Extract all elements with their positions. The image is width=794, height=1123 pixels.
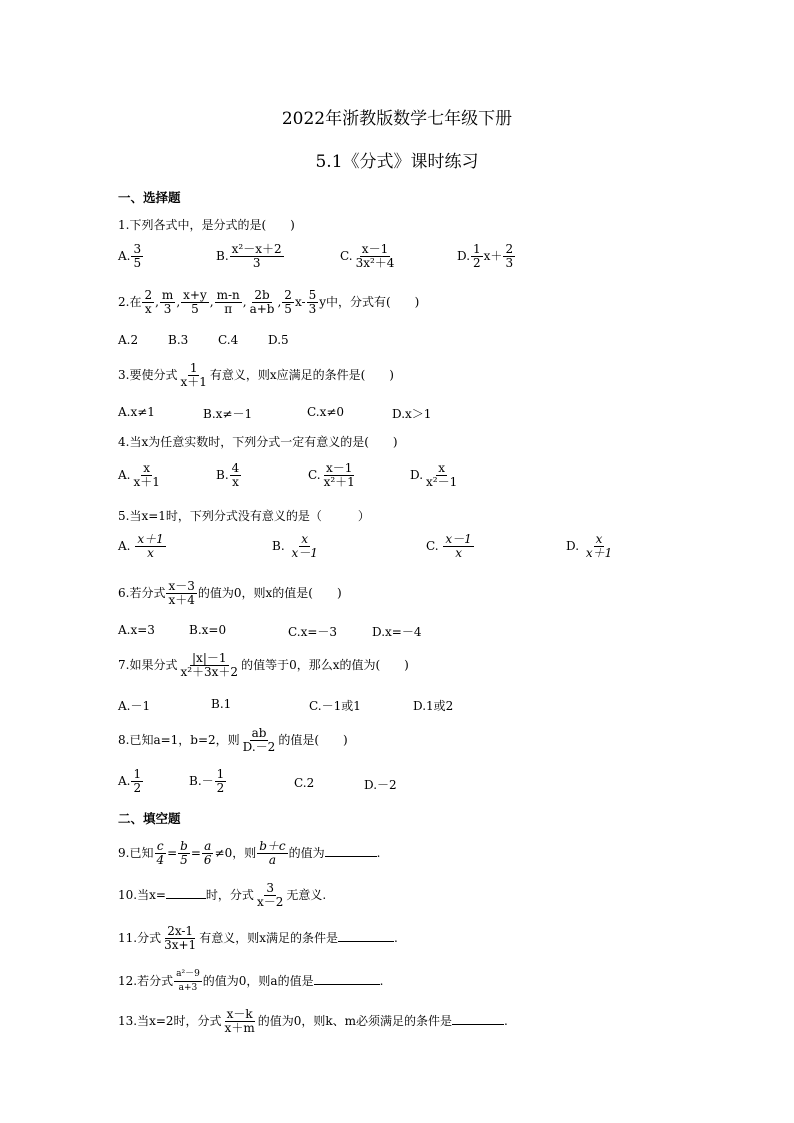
question-7-option-d: D.1或2	[413, 699, 454, 713]
question-7-option-c: C.－1或1	[309, 699, 361, 713]
answer-blank[interactable]	[325, 856, 377, 857]
question-8-option-a: A. $\frac{1}{2}$	[118, 767, 142, 795]
question-4-option-b: B. $\frac{4}{x}$	[216, 461, 240, 489]
question-3-option-c: C.x≠0	[307, 405, 345, 419]
question-7-option-b: B.1	[211, 697, 232, 711]
question-6-option-c: C.x=－3	[288, 625, 338, 639]
question-5-option-b: B. $\frac{x}{x-1}$	[272, 532, 318, 560]
answer-blank[interactable]	[452, 1024, 504, 1025]
question-2-stem: 2.在 $\frac{2}{x}$ , $\frac{m}{3}$ , $\frac{x+y}{5}$ , $\frac{m-n}{\pi}$ , $\frac{2b}{a+b}$ , $\frac{2}{5}$ x- $\frac{5}{3}$ y中，分式有( )	[118, 288, 420, 316]
question-4-stem: 4.当x为任意实数时，下列分式一定有意义的是( )	[118, 435, 398, 449]
question-3-option-b: B.x≠－1	[203, 407, 253, 421]
page-subtitle: 5.1《分式》课时练习	[315, 152, 479, 172]
question-3-option-d: D.x＞1	[392, 407, 432, 421]
question-2-option-a: A.2	[118, 333, 139, 347]
section-fill-heading: 二、填空题	[118, 811, 181, 826]
question-6-option-a: A.x=3	[118, 623, 155, 637]
question-3-stem: 3.要使分式 $\frac{1}{x+1}$ 有意义，则x应满足的条件是( )	[118, 361, 394, 389]
question-12-stem: 12.若分式 $\frac{\text{a²－9}}{a+3}$ 的值为0，则a的值是 .	[118, 969, 384, 993]
question-2-option-c: C.4	[218, 333, 239, 347]
question-1-option-c: C. $\frac{x-1}{\text{3x²＋4}}$	[340, 242, 395, 270]
question-7-option-a: A.－1	[118, 699, 151, 713]
question-1-option-d: D. $\frac{1}{2}$ x＋ $\frac{2}{3}$	[457, 242, 514, 270]
question-8-option-b: B.－ $\frac{1}{2}$	[189, 767, 225, 795]
question-4-option-d: D. $\frac{x}{\text{x²－1}}$	[410, 461, 458, 489]
question-8-stem: 8.已知a=1，b=2，则 $\frac{ab}{D.-2}$ 的值是( )	[118, 726, 348, 754]
question-3-option-a: A.x≠1	[118, 405, 155, 419]
answer-blank[interactable]	[166, 898, 206, 899]
question-10-stem: 10.当x= 时，分式 $\frac{3}{x-2}$ 无意义.	[118, 881, 327, 909]
question-5-option-d: D. $\frac{x}{x+1}$	[566, 532, 613, 560]
question-8-option-d: D.－2	[364, 778, 397, 792]
question-1-stem: 1.下列各式中，是分式的是( )	[118, 218, 295, 232]
question-13-stem: 13.当x=2时，分式 $\frac{x-k}{x+m}$ 的值为0，则k、m必须满足的条件是 .	[118, 1007, 508, 1035]
question-7-stem: 7.如果分式 $\frac{|x|-1}{\text{x²＋3x＋2}}$ 的值等于0，那么x的值为( )	[118, 651, 409, 679]
question-9-stem: 9.已知 $\frac{c}{4}$ = $\frac{b}{5}$ = $\frac{a}{6}$ ≠0，则 $\frac{b+c}{a}$ 的值为 .	[118, 839, 381, 867]
section-choice-heading: 一、选择题	[118, 190, 181, 205]
question-1-option-b: B. $\frac{\text{x²－x＋2}}{3}$	[216, 242, 282, 270]
question-1-option-a: A. $\frac{3}{5}$	[118, 242, 142, 270]
question-4-option-c: C. $\frac{x-1}{\text{x²＋1}}$	[308, 461, 355, 489]
question-5-stem: 5.当x=1时，下列分式没有意义的是（ ）	[118, 509, 370, 523]
question-6-option-d: D.x=－4	[372, 625, 422, 639]
question-2-option-b: B.3	[168, 333, 189, 347]
question-6-stem: 6.若分式 $\frac{x-3}{x+4}$ 的值为0，则x的值是( )	[118, 579, 342, 607]
question-5-option-c: C. $\frac{x-1}{x}$	[426, 532, 472, 560]
question-4-option-a: A. $\frac{x}{x+1}$	[118, 461, 160, 489]
answer-blank[interactable]	[314, 984, 380, 985]
question-5-option-a: A. $\frac{x+1}{x}$	[118, 532, 164, 560]
question-8-option-c: C.2	[294, 776, 315, 790]
page-title: 2022年浙教版数学七年级下册	[281, 109, 513, 129]
question-2-option-d: D.5	[268, 333, 289, 347]
question-6-option-b: B.x=0	[189, 623, 227, 637]
answer-blank[interactable]	[338, 941, 394, 942]
question-11-stem: 11.分式 $\frac{2x-1}{3x+1}$ 有意义，则x满足的条件是 .	[118, 924, 398, 952]
